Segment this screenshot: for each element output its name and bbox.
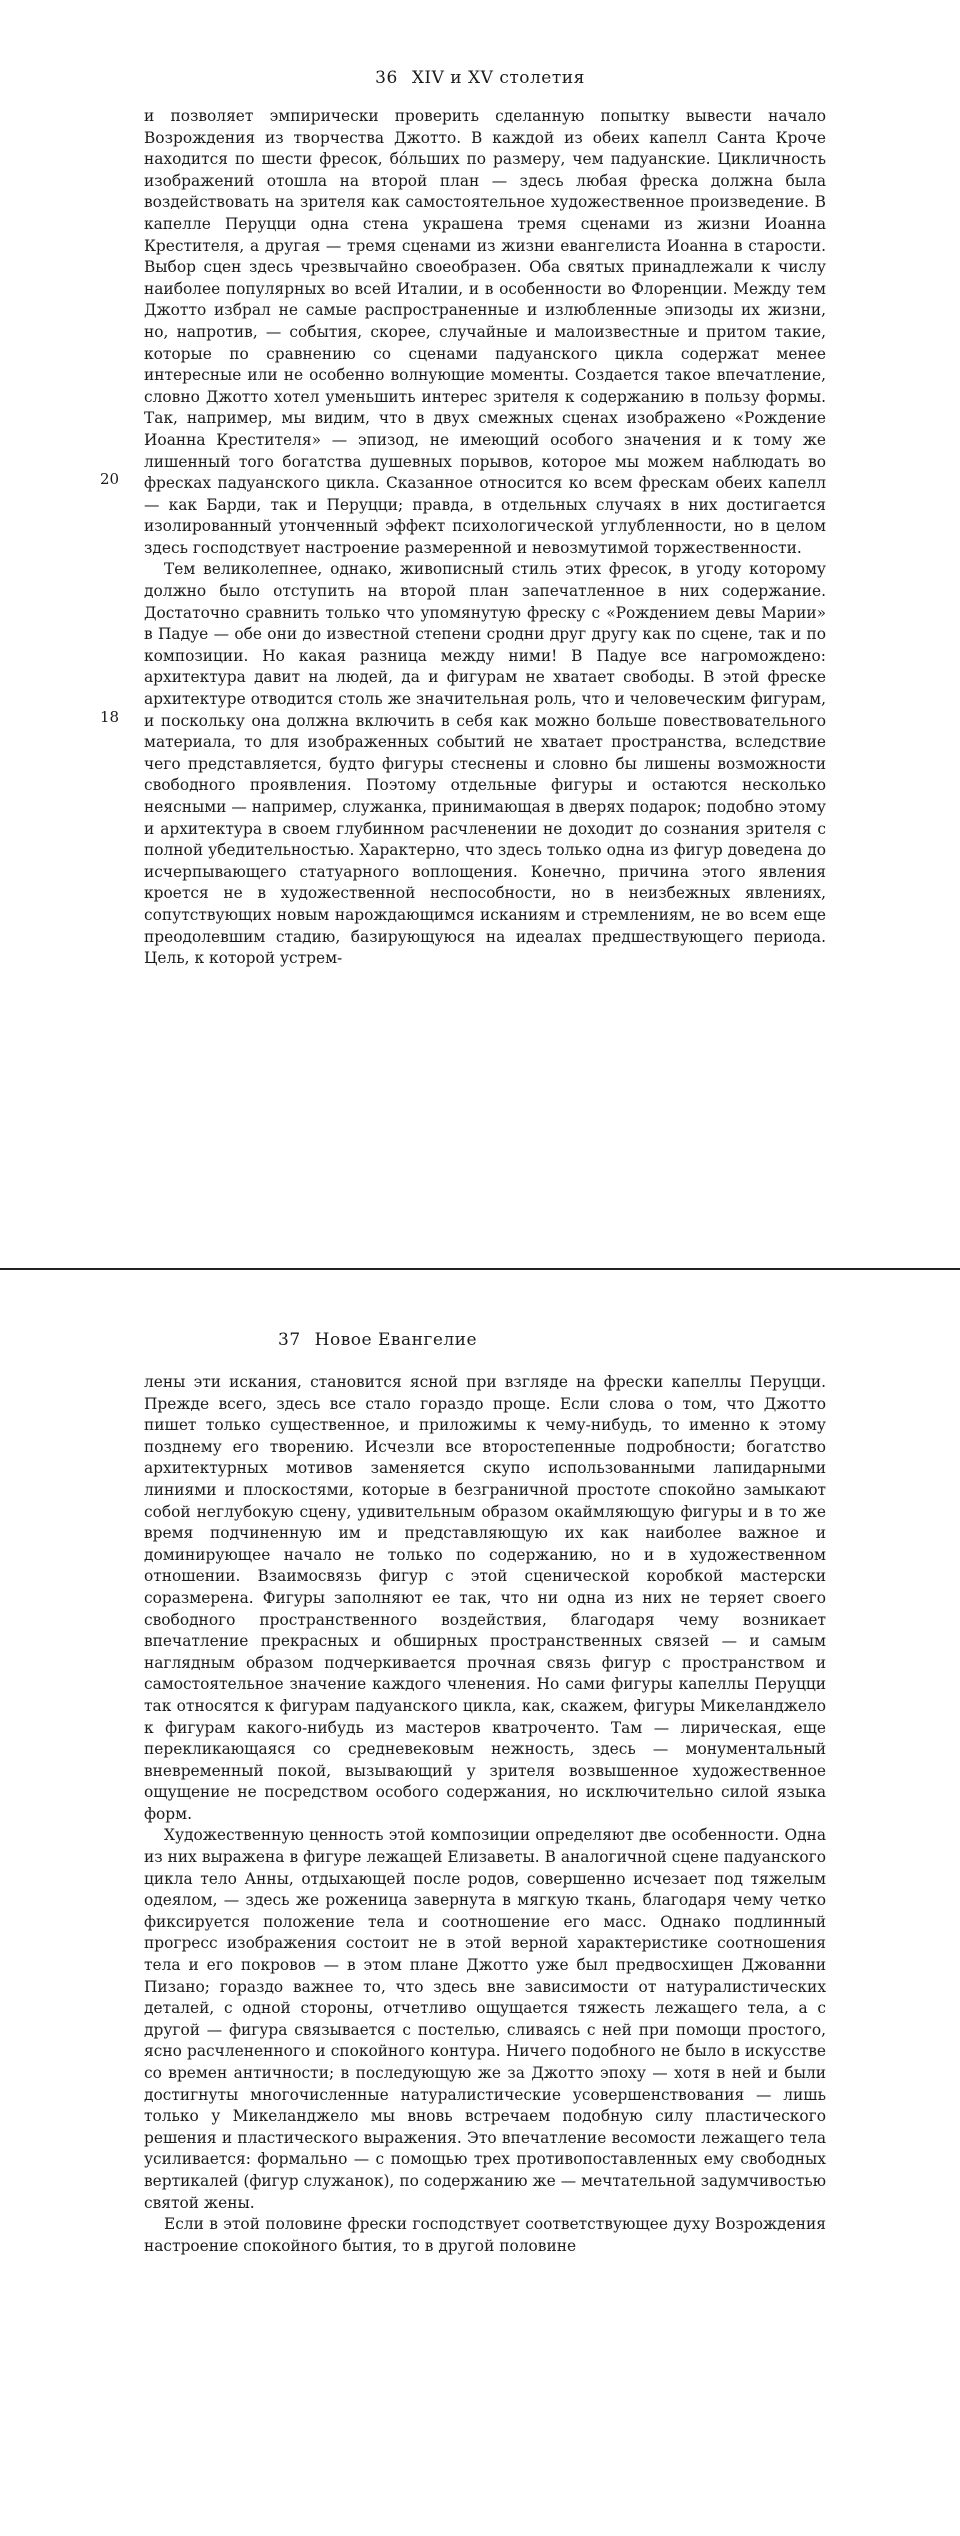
paragraph: лены эти искания, становится ясной при взгляде на фрески капеллы Перуцци. Прежде всего, здесь все стало гораздо проще. Если слова о том, что Джотто пишет только существенное, и приложимы к чему-нибудь, то именно к этому позднему его творению. Исчезли все второстепенные подробности; богатство архитектурных мотивов заменяется скупо использованными лапидарными линиями и плоскостями, которые в безграничной простоте спокойно замыкают собой неглубокую сцену, удивительным образом окаймляющую фигуры и в то же время подчиненную им и представляющую их как наиболее важное и доминирующее начало не только по содержанию, но и в художественном отношении. Взаимосвязь фигур с этой сценической коробкой мастерски соразмерена. Фигуры заполняют ее так, что ни одна из них не теряет своего свободного пространственного воздействия, благодаря чему возникает впечатление прекрасных и обширных пространственных связей — и самым наглядным образом подчеркивается прочная связь фигур с пространством и самостоятельное значение каждого членения. Но сами фигуры капеллы Перуцци так относятся к фигурам падуанского цикла, как, скажем, фигуры Микеланджело к фигурам какого-нибудь из мастеров кватроченто. Там — лирическая, еще перекликающаяся со средневековым нежность, здесь — монументальный вневременный покой, вызывающий у зрителя возвышенное художественное ощущение не посредством особого содержания, но исключительно силой языка форм.	[144, 1373, 826, 1823]
paragraph: Художественную ценность этой композиции определяют две особенности. Одна из них выражена в фигуре лежащей Елизаветы. В аналогичной сцене падуанского цикла тело Анны, отдыхающей после родов, совершенно исчезает под тяжелым одеялом, — здесь же роженица завернута в мягкую ткань, благодаря чему четко фиксируется положение тела и соотношение его масс. Однако подлинный прогресс изображения состоит не в этой верной характеристике соотношения тела и его покровов — в этом плане Джотто уже был предвосхищен Джованни Пизано; гораздо важнее то, что здесь вне зависимости от натуралистических деталей, с одной стороны, отчетливо ощущается тяжесть лежащего тела, а с другой — фигура связывается с постелью, сливаясь с ней при помощи простого, ясно расчлененного и спокойного контура. Ничего подобного не было в искусстве со времен античности; в последующую же за Джотто эпоху — хотя в ней и были достигнуты многочисленные натуралистические усовершенствования — лишь только у Микеланджело мы вновь встречаем подобную силу пластического решения и пластического выражения. Это впечатление весомости лежащего тела усиливается: формально — с помощью трех противопоставленных ему свободных вертикалей (фигур служанок), по содержанию же — мечтательной задумчивостью святой жены.	[144, 1826, 826, 2212]
page-37	[0, 1272, 960, 2536]
paragraph: Тем великолепнее, однако, живописный стиль этих фресок, в угоду которому должно было отступить на второй план запечатленное в них содержание. Достаточно сравнить только что упомянутую фреску с «Рождением девы Марии» в Падуе — обе они до известной степени сродни друг другу как по сцене, так и по композиции. Но какая разница между ними! В Падуе все нагромождено: архитектура давит на людей, да и фигурам не хватает свободы. В этой фреске архитектуре отводится столь же значительная роль, что и человеческим фигурам, и поскольку она должна включить в себя как можно больше повествовательного материала, то для изображенных событий не хватает пространства, вследствие чего представляется, будто фигуры стеснены и словно бы лишены возможности свободного проявления. Поэтому отдельные фигуры и остаются несколько неясными — например, служанка, принимающая в дверях подарок; подобно этому и архитектура в своем глубинном расчленении не доходит до сознания зрителя с полной убедительностью. Характерно, что здесь только одна из фигур доведена до исчерпывающего статуарного воплощения. Конечно, причина этого явления кроется не в художественной неспособности, но в неизбежных явлениях, сопутствующих новым нарождающимся исканиям и стремлениям, не во всем еще преодолевшим стадию, базирующуюся на идеалах предшествующего периода. Цель, к которой устрем-	[144, 560, 826, 968]
page-divider	[0, 1268, 960, 1270]
body-text	[144, 1372, 826, 2257]
running-header	[0, 68, 960, 88]
running-head-title: Новое Евангелие	[314, 1330, 478, 1350]
margin-line-number: 20	[100, 470, 120, 488]
page-number: 37	[278, 1330, 301, 1350]
paragraph: и позволяет эмпирически проверить сделанную попытку вывести начало Возрождения из творчества Джотто. В каждой из обеих капелл Санта Кроче находится по шести фресок, бо́льших по размеру, чем падуанские. Цикличность изображений отошла на второй план — здесь любая фреска должна была воздействовать на зрителя как самостоятельное художественное произведение. В капелле Перуцци одна стена украшена тремя сценами из жизни Иоанна Крестителя, а другая — тремя сценами из жизни евангелиста Иоанна в старости. Выбор сцен здесь чрезвычайно своеобразен. Оба святых принадлежали к числу наиболее популярных во всей Италии, и в особенности во Флоренции. Между тем Джотто избрал не самые распространенные и излюбленные эпизоды их жизни, но, напротив, — события, скорее, случайные и малоизвестные и притом такие, которые по сравнению со сценами падуанского цикла содержат менее интересные или не особенно волнующие моменты. Создается такое впечатление, словно Джотто хотел уменьшить интерес зрителя к содержанию в пользу формы. Так, например, мы видим, что в двух смежных сценах изображено «Рождение Иоанна Крестителя» — эпизод, не имеющий особого значения и к тому же лишенный того богатства душевных порывов, которое мы можем наблюдать во фресках падуанского цикла. Сказанное относится ко всем фрескам обеих капелл — как Барди, так и Перуцци; правда, в отдельных случаях в них достигается изолированный утонченный эффект психологической углубленности, но в целом здесь господствует настроение размеренной и невозмутимой торжественности.	[144, 107, 826, 557]
running-header	[278, 1330, 477, 1350]
body-text	[144, 106, 826, 970]
page-number: 36	[375, 68, 398, 88]
margin-line-number: 18	[100, 708, 120, 726]
paragraph: Если в этой половине фрески господствует соответствующее духу Возрождения настроение спокойного бытия, то в другой половине	[144, 2215, 826, 2255]
running-head-title: XIV и XV столетия	[411, 68, 585, 88]
